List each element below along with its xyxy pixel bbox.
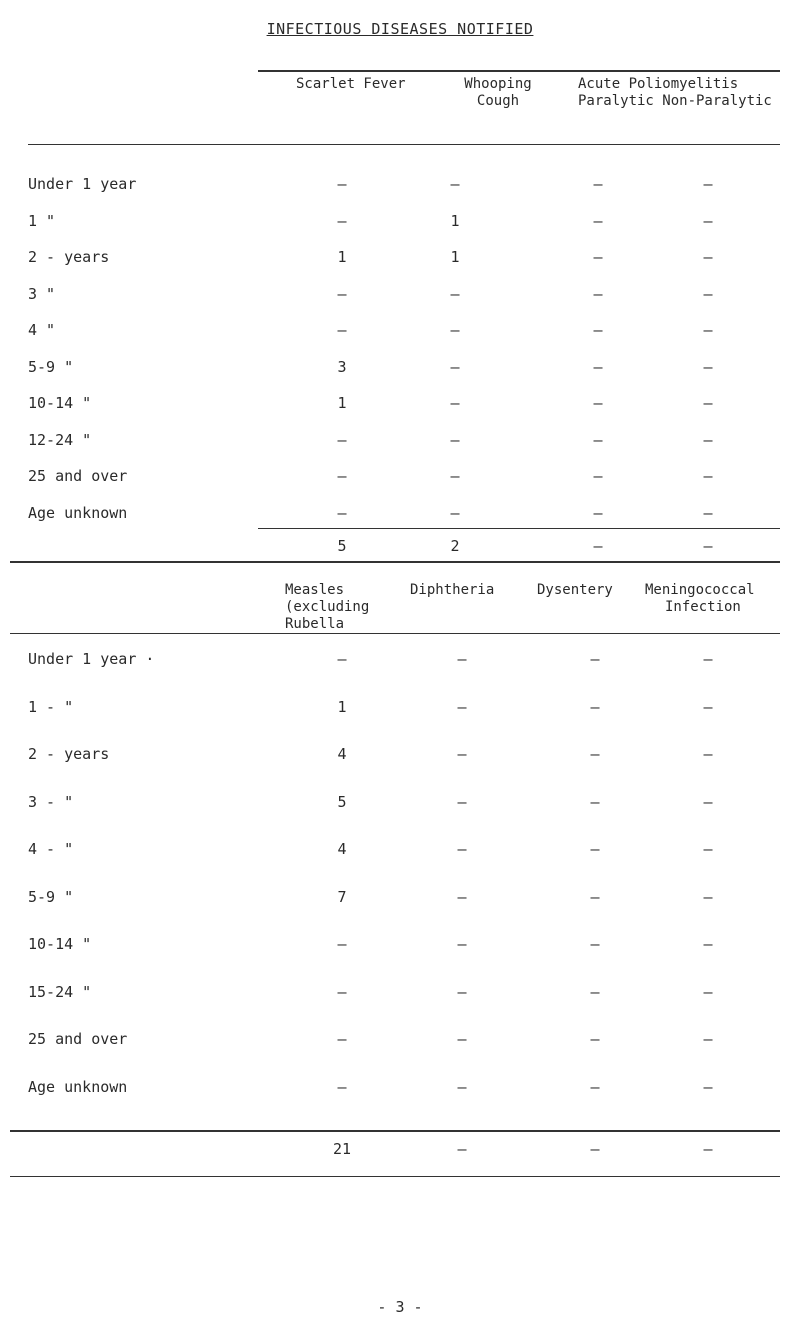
total-cell: – (593, 537, 603, 555)
table-cell: – (337, 430, 347, 449)
table-cell: – (337, 982, 347, 1001)
table-cell: – (703, 840, 713, 858)
total-cell: – (590, 1140, 600, 1158)
table-cell: – (703, 248, 713, 266)
table1-header-whooping-cough: Whooping Cough (464, 76, 532, 109)
row-label: 25 and over (28, 1030, 128, 1048)
table2-header-diphtheria: Diphtheria (410, 582, 495, 598)
table-cell: – (337, 175, 347, 193)
table-cell: – (703, 745, 713, 763)
row-label: 3 - " (28, 792, 74, 811)
row-label: 10-14 " (28, 935, 92, 953)
table-cell: – (593, 211, 603, 230)
row-label: Under 1 year · (28, 650, 155, 668)
page-number: - 3 - (377, 1298, 423, 1316)
table2-header-meningococcal: Meningococcal Infection (645, 582, 755, 615)
table-cell: – (457, 1030, 467, 1048)
table-cell: – (337, 467, 347, 485)
table-cell: – (457, 697, 467, 716)
table-cell: – (593, 503, 603, 522)
table-cell: 3 (337, 357, 347, 376)
table1-top-rule (258, 70, 780, 72)
table-cell: – (337, 503, 347, 522)
table-cell: 1 (337, 248, 347, 266)
row-label: 15-24 " (28, 982, 92, 1001)
row-label: 4 - " (28, 840, 74, 858)
table-cell: 1 (450, 211, 460, 230)
table-cell: – (703, 982, 713, 1001)
table-cell: – (337, 1030, 347, 1048)
row-label: 1 " (28, 211, 56, 230)
table-cell: – (593, 175, 603, 193)
table-cell: – (590, 650, 600, 668)
row-label: 10-14 " (28, 394, 92, 412)
row-label: 12-24 " (28, 430, 92, 449)
table-cell: – (703, 394, 713, 412)
table-cell: 7 (337, 887, 347, 906)
row-label: Age unknown (28, 503, 128, 522)
table-cell: – (593, 430, 603, 449)
row-label: Under 1 year (28, 175, 137, 193)
table-cell: – (450, 467, 460, 485)
total-cell: 2 (450, 537, 460, 555)
table-cell: – (450, 394, 460, 412)
table-cell: – (337, 935, 347, 953)
total-cell: – (703, 1140, 713, 1158)
table-cell: 1 (337, 697, 347, 716)
table-cell: – (457, 840, 467, 858)
row-label: 4 " (28, 321, 56, 339)
table-cell: – (590, 1077, 600, 1096)
table-cell: – (593, 248, 603, 266)
table-cell: – (590, 840, 600, 858)
table-cell: – (337, 1077, 347, 1096)
table-cell: – (337, 650, 347, 668)
row-label: 1 - " (28, 697, 74, 716)
total-cell: 21 (332, 1140, 352, 1158)
table-cell: – (703, 935, 713, 953)
total-cell: – (703, 537, 713, 555)
table-cell: – (703, 321, 713, 339)
table-cell: 1 (337, 394, 347, 412)
table-cell: – (593, 357, 603, 376)
table-cell: – (590, 887, 600, 906)
table-cell: – (590, 982, 600, 1001)
table-cell: 1 (450, 248, 460, 266)
table-cell: – (450, 175, 460, 193)
page-title: INFECTIOUS DISEASES NOTIFIED (266, 20, 534, 38)
table-cell: – (450, 357, 460, 376)
table1-header-rule (28, 144, 780, 145)
table-cell: – (337, 211, 347, 230)
table-cell: – (457, 982, 467, 1001)
table-cell: – (337, 284, 347, 303)
table-cell: – (593, 284, 603, 303)
table2-header-rule (10, 633, 780, 634)
table-cell: – (703, 1030, 713, 1048)
table-cell: – (703, 887, 713, 906)
table-cell: – (590, 935, 600, 953)
table2-header-measles: Measles (excluding Rubella (285, 582, 370, 632)
table-cell: – (450, 503, 460, 522)
table-cell: – (457, 745, 467, 763)
table-cell: – (593, 321, 603, 339)
total-cell: – (457, 1140, 467, 1158)
table-cell: – (703, 467, 713, 485)
table-cell: 4 (337, 745, 347, 763)
table1-header-poliomyelitis: Acute Poliomyelitis Paralytic Non-Paralytic (578, 76, 772, 109)
table2-header-dysentery: Dysentery (537, 582, 613, 598)
table-cell: – (450, 284, 460, 303)
table-cell: – (337, 321, 347, 339)
table-cell: – (703, 503, 713, 522)
table-cell: – (703, 792, 713, 811)
table-cell: – (703, 211, 713, 230)
table-cell: – (457, 792, 467, 811)
table-cell: – (590, 697, 600, 716)
table-cell: – (703, 650, 713, 668)
table-cell: – (590, 1030, 600, 1048)
table-cell: – (457, 650, 467, 668)
table-cell: – (703, 430, 713, 449)
table-cell: – (593, 467, 603, 485)
table-cell: – (450, 430, 460, 449)
table-cell: – (457, 1077, 467, 1096)
table-cell: – (590, 745, 600, 763)
table-cell: – (593, 394, 603, 412)
table2-bottom-rule (10, 1176, 780, 1177)
table-cell: – (703, 357, 713, 376)
row-label: 5-9 " (28, 887, 74, 906)
table-cell: – (703, 697, 713, 716)
row-label: 2 - years (28, 745, 110, 763)
row-label: 25 and over (28, 467, 128, 485)
row-label: 3 " (28, 284, 56, 303)
table1-total-rule (258, 528, 780, 529)
table-cell: – (703, 175, 713, 193)
table2-total-rule (10, 1130, 780, 1132)
table1-header-scarlet-fever: Scarlet Fever (296, 76, 406, 92)
row-label: 5-9 " (28, 357, 74, 376)
table-cell: 4 (337, 840, 347, 858)
table-cell: – (457, 935, 467, 953)
row-label: Age unknown (28, 1077, 128, 1096)
total-cell: 5 (337, 537, 347, 555)
table1-bottom-rule (10, 561, 780, 563)
table-cell: – (590, 792, 600, 811)
table-cell: – (703, 1077, 713, 1096)
table-cell: – (703, 284, 713, 303)
table-cell: – (450, 321, 460, 339)
table-cell: – (457, 887, 467, 906)
table-cell: 5 (337, 792, 347, 811)
row-label: 2 - years (28, 248, 110, 266)
